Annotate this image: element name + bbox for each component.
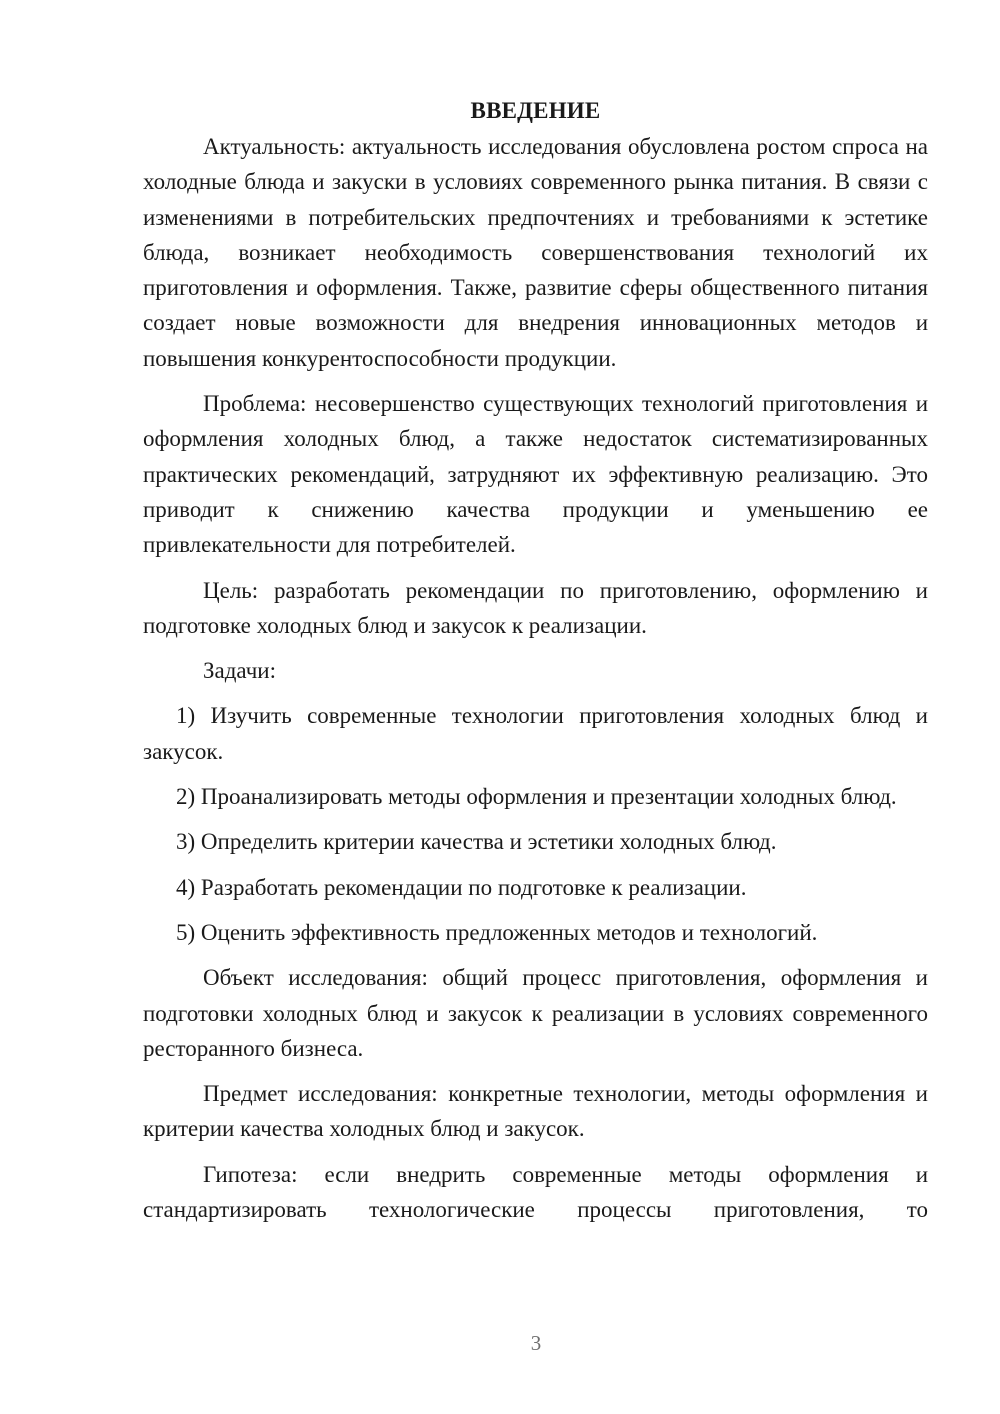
page-number: 3 xyxy=(530,1331,542,1355)
paragraph-relevance: Актуальность: актуальность исследования обусловлена ростом спроса на холодные блюда и закуски в условиях современного рынка питания. В связи с изменениями в потребительских предпочтениях и требованиями к эстетике блюда, возникает необходимость совершенствования технологий их приготовления и оформления. Также, развитие сферы общественного питания создает новые возможности для внедрения инновационных методов и повышения конкурентоспособности продукции. xyxy=(143,134,928,371)
paragraph-problem: Проблема: несовершенство существующих технологий приготовления и оформления холодных блюд, а также недостаток систематизированных практических рекомендаций, затрудняют их эффективную реализацию. Это приводит к снижению качества продукции и уменьшению ее привлекательности для потребителей. xyxy=(143,391,928,558)
paragraph-object: Объект исследования: общий процесс приготовления, оформления и подготовки холодных блюд и закусок к реализации в условиях современного ресторанного бизнеса. xyxy=(143,965,928,1061)
task-item: 4) Разработать рекомендации по подготовке к реализации. xyxy=(176,874,747,900)
task-item: 1) Изучить современные технологии приготовления холодных блюд и закусок. xyxy=(143,703,928,764)
task-item: 2) Проанализировать методы оформления и презентации холодных блюд. xyxy=(176,784,897,810)
section-title: ВВЕДЕНИЕ xyxy=(470,98,601,123)
tasks-label: Задачи: xyxy=(203,658,276,684)
task-item: 5) Оценить эффективность предложенных методов и технологий. xyxy=(176,919,818,945)
document-page xyxy=(143,93,928,1237)
paragraph-goal: Цель: разработать рекомендации по приготовлению, оформлению и подготовке холодных блюд и закусок к реализации. xyxy=(143,577,928,638)
paragraph-hypothesis: Гипотеза: если внедрить современные методы оформления и стандартизировать технологические процессы приготовления, то xyxy=(143,1161,928,1223)
task-item: 3) Определить критерии качества и эстетики холодных блюд. xyxy=(176,829,777,855)
paragraph-subject: Предмет исследования: конкретные технологии, методы оформления и критерии качества холодных блюд и закусок. xyxy=(143,1081,928,1142)
